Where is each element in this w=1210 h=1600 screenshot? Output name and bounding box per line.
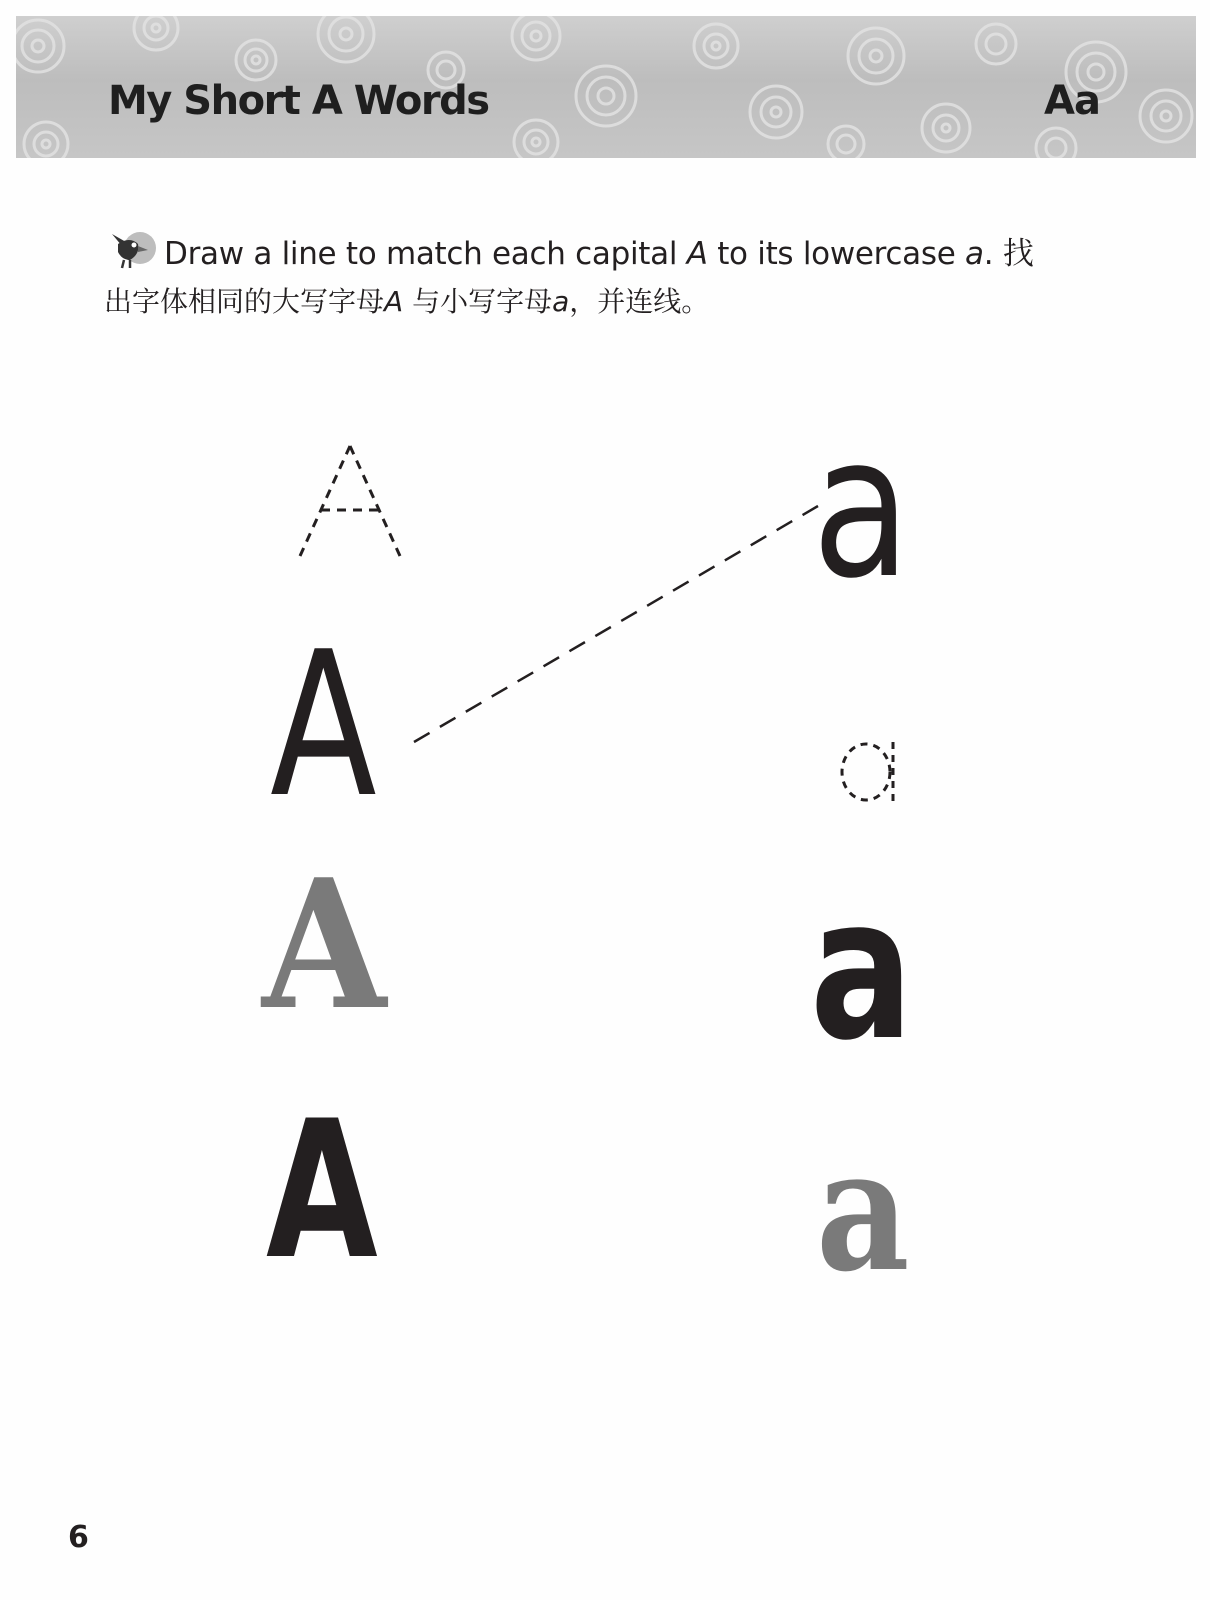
instruction-lowercase-letter: a [965, 236, 984, 272]
capital-a-rounded-bold[interactable]: A [266, 1080, 378, 1301]
instruction-text-part: ，并连线。 [569, 285, 710, 318]
lowercase-a-gray-serif[interactable]: a [816, 1111, 910, 1309]
example-match-line [414, 506, 818, 742]
instruction-lowercase-letter: a [552, 285, 570, 318]
lowercase-a-dashed-trace[interactable] [842, 742, 893, 802]
instruction-capital-letter: A [686, 236, 708, 272]
instruction-text-part: Draw a line to match each capital [164, 236, 687, 272]
instruction-capital-letter: A [384, 285, 404, 318]
instruction-text-part: 出字体相同的大写字母 [104, 285, 385, 318]
capital-a-plain-sans[interactable]: A [270, 609, 377, 842]
header-letters: Aa [1044, 78, 1100, 124]
capital-a-gray-serif[interactable]: A [262, 840, 387, 1049]
instruction-text-zh-first: 找 [1002, 236, 1034, 272]
page-number: 6 [68, 1520, 89, 1555]
page-title: My Short A Words [108, 78, 489, 124]
instruction-text-part: 与小写字母 [412, 285, 553, 318]
capital-a-dashed-trace[interactable] [300, 446, 400, 556]
lowercase-a-plain-sans[interactable]: a [812, 394, 911, 622]
instruction-text-part: to its lowercase [707, 236, 966, 272]
lowercase-a-rounded-bold[interactable]: a [810, 856, 914, 1084]
instruction-text-part: . [983, 236, 994, 272]
